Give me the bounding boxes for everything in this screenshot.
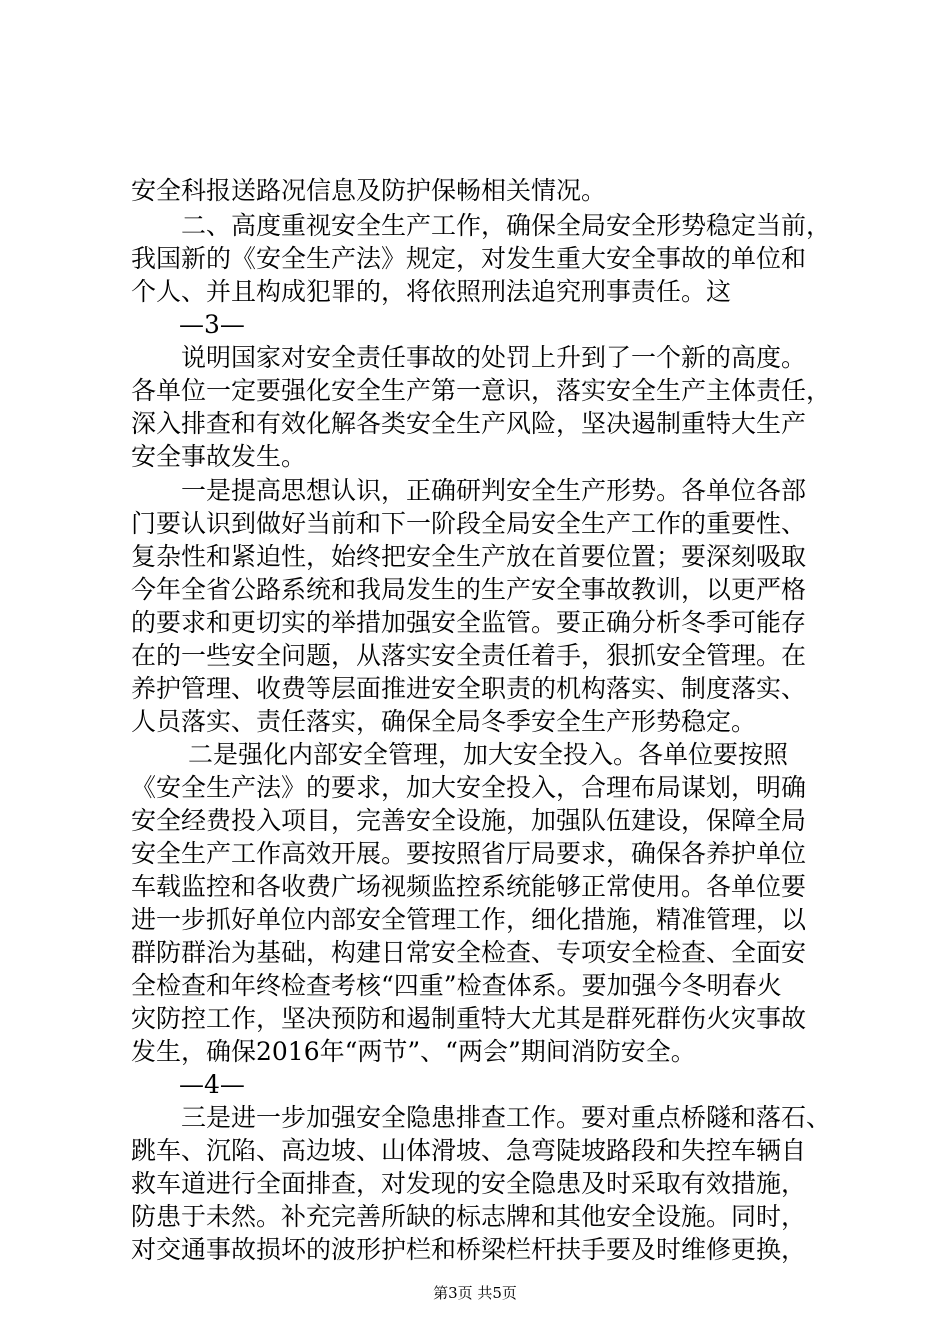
text-line: 防患于未然。补充完善所缺的标志牌和其他安全设施。同时， (131, 1202, 807, 1231)
text-line: 各单位一定要强化安全生产第一意识，落实安全生产主体责任， (131, 376, 832, 405)
text-line: 我国新的《安全生产法》规定，对发生重大安全事故的单位和 (131, 244, 807, 273)
text-line: 群防群治为基础，构建日常安全检查、专项安全检查、全面安 (131, 938, 807, 967)
text-line: 门要认识到做好当前和下一阶段全局安全生产工作的重要性、 (131, 509, 807, 538)
text-line: 发生，确保2016年“两节”、“两会”期间消防安全。 (131, 1037, 696, 1066)
text-line: 一是提高思想认识，正确研判安全生产形势。各单位各部 (181, 476, 807, 505)
text-line: 安全科报送路况信息及防护保畅相关情况。 (131, 176, 607, 205)
text-line: 二、高度重视安全生产工作，确保全局安全形势稳定当前， (181, 211, 832, 240)
page-footer: 第3页 共5页 (433, 1284, 517, 1302)
text-line: 安全事故发生。 (131, 442, 307, 471)
text-line: 车载监控和各收费广场视频监控系统能够正常使用。各单位要 (131, 872, 807, 901)
text-line: 跳车、沉陷、高边坡、山体滑坡、急弯陡坡路段和失控车辆自 (131, 1136, 807, 1165)
text-line: 养护管理、收费等层面推进安全职责的机构落实、制度落实、 (131, 674, 807, 703)
text-line: 安全经费投入项目，完善安全设施，加强队伍建设，保障全局 (131, 806, 807, 835)
text-line: 的要求和更切实的举措加强安全监管。要正确分析冬季可能存 (131, 608, 807, 637)
text-line: 安全生产工作高效开展。要按照省厅局要求，确保各养护单位 (131, 839, 807, 868)
text-line: 说明国家对安全责任事故的处罚上升到了一个新的高度。 (181, 343, 807, 372)
text-line: 三是进一步加强安全隐患排查工作。要对重点桥隧和落石、 (181, 1103, 832, 1132)
text-line: 灾防控工作，坚决预防和遏制重特大尤其是群死群伤火灾事故 (131, 1004, 807, 1033)
text-line: 人员落实、责任落实，确保全局冬季安全生产形势稳定。 (131, 707, 757, 736)
text-line: 《安全生产法》的要求，加大安全投入，合理布局谋划，明确 (131, 773, 807, 802)
page-marker: —4— (179, 1070, 245, 1099)
text-line: 今年全省公路系统和我局发生的生产安全事故教训，以更严格 (131, 575, 807, 604)
text-line: 在的一些安全问题，从落实安全责任着手，狠抓安全管理。在 (131, 641, 807, 670)
text-line: 全检查和年终检查考核“四重”检查体系。要加强今冬明春火 (131, 971, 782, 1000)
text-line: 深入排查和有效化解各类安全生产风险，坚决遏制重特大生产 (131, 409, 807, 438)
text-line: 救车道进行全面排查，对发现的安全隐患及时采取有效措施， (131, 1169, 807, 1198)
text-line: 个人、并且构成犯罪的，将依照刑法追究刑事责任。这 (131, 277, 732, 306)
text-line: 对交通事故损坏的波形护栏和桥梁栏杆扶手要及时维修更换， (131, 1235, 807, 1264)
text-line: 进一步抓好单位内部安全管理工作，细化措施，精准管理，以 (131, 905, 807, 934)
text-line: 二是强化内部安全管理，加大安全投入。各单位要按照 (188, 740, 789, 769)
text-line: 复杂性和紧迫性，始终把安全生产放在首要位置；要深刻吸取 (131, 542, 807, 571)
page-marker: —3— (179, 310, 245, 339)
